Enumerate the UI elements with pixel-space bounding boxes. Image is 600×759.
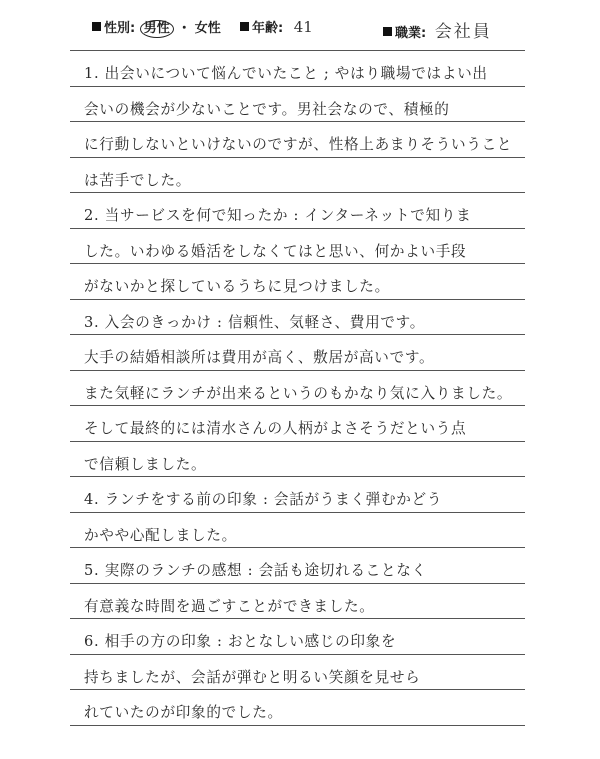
handwritten-line: 4. ランチをする前の印象 : 会話がうまく弾むかどう [84, 491, 443, 508]
ruled-line [70, 334, 525, 335]
ruled-line [70, 512, 525, 513]
ruled-line [70, 370, 525, 371]
handwritten-line: は苦手でした。 [84, 171, 192, 189]
ruled-line [70, 547, 525, 548]
ruled-line [70, 441, 525, 442]
ruled-line [70, 689, 525, 690]
ruled-line [70, 476, 525, 477]
age-value: 41 [293, 18, 313, 36]
ruled-line [70, 405, 525, 406]
ruled-line [70, 725, 525, 726]
handwritten-line: また気軽にランチが出来るというのもかなり気に入りました。 [84, 384, 513, 402]
handwritten-line: 3. 入会のきっかけ : 信頼性、気軽さ、費用です。 [84, 313, 426, 331]
job-label: 職業: [395, 26, 427, 41]
handwritten-line: 1. 出会いについて悩んでいたこと ; やはり職場ではよい出 [84, 65, 488, 82]
ruled-line [70, 263, 525, 264]
handwritten-line: に行動しないといけないのですが、性格上あまりそういうこと [84, 136, 513, 153]
separator-dot: ・ [177, 21, 191, 36]
job-value: 会社員 [434, 22, 492, 42]
handwritten-line: れていたのが印象的でした。 [84, 704, 283, 721]
handwritten-line: そして最終的には清水さんの人柄がよさそうだという点 [84, 420, 467, 437]
ruled-line [70, 50, 525, 51]
handwritten-line: した。いわゆる婚活をしなくてはと思い、何かよい手段 [84, 242, 467, 260]
handwritten-line: 2. 当サービスを何で知ったか : インターネットで知りま [84, 207, 472, 224]
gender-male-circled: 男性 [140, 20, 174, 38]
ruled-line [70, 618, 525, 619]
handwritten-line: 大手の結婚相談所は費用が高く、敷居が高いです。 [84, 349, 435, 366]
handwritten-line: 6. 相手の方の印象 : おとなしい感じの印象を [84, 633, 397, 650]
age-label: 年齢: [252, 21, 284, 36]
ruled-line [70, 654, 525, 655]
handwritten-line: がないかと探しているうちに見つけました。 [84, 278, 390, 295]
ruled-line [70, 121, 525, 122]
ruled-line [70, 299, 525, 300]
gender-female: 女性 [194, 21, 221, 36]
ruled-line [70, 157, 525, 158]
handwritten-line: かやや心配しました。 [84, 526, 237, 544]
handwritten-line: 会いの機会が少ないことです。男社会なので、積極的 [84, 100, 450, 118]
ruled-line [70, 583, 525, 584]
handwritten-line: 5. 実際のランチの感想 : 会話も途切れることなく [84, 562, 427, 579]
ruled-line [70, 86, 525, 87]
handwritten-line: で信頼しました。 [84, 455, 207, 473]
handwritten-line: 持ちましたが、会話が弾むと明るい笑顔を見せら [84, 668, 421, 686]
ruled-line [70, 228, 525, 229]
handwritten-line: 有意義な時間を過ごすことができました。 [84, 597, 375, 615]
gender-label: 性別: [104, 21, 136, 36]
ruled-line [70, 192, 525, 193]
